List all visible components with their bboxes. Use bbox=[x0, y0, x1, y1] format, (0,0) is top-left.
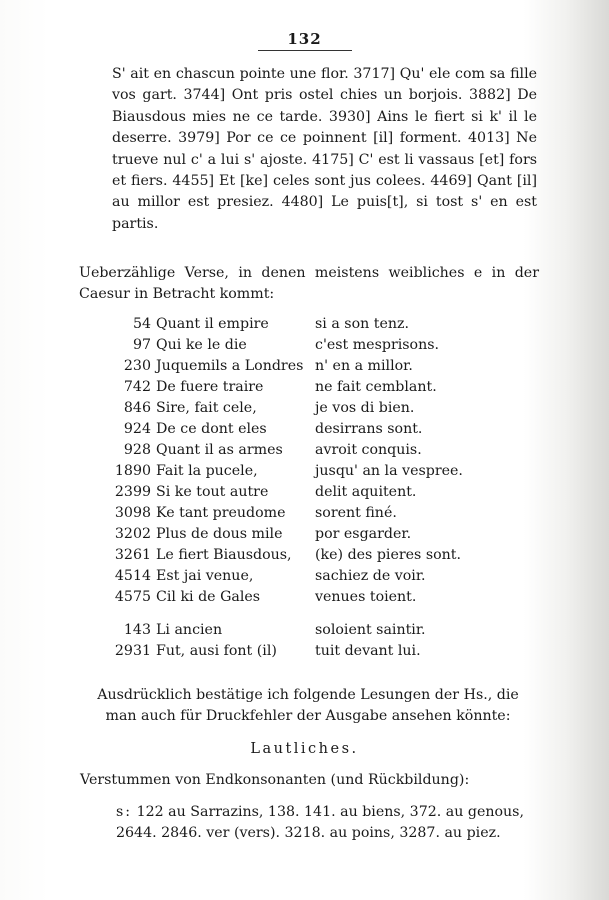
verse-row bbox=[80, 440, 500, 461]
verse-second-half: tuit devant lui. bbox=[315, 643, 421, 659]
verse-number: 4514 bbox=[114, 568, 151, 584]
entry-text: 122 au Sarrazins, 138. 141. au biens, 372. au genous, bbox=[136, 804, 524, 820]
verse-first-half: Li ancien bbox=[156, 622, 223, 638]
entry-line bbox=[116, 802, 524, 823]
entry-label: s: bbox=[116, 804, 133, 820]
verse-second-half: delit aquitent. bbox=[315, 484, 417, 500]
verse-first-half: Quant il empire bbox=[156, 316, 269, 332]
verse-number: 846 bbox=[123, 400, 151, 416]
text-line: presiez. 4480] Le puis[t], si tost s' en est partis. bbox=[112, 194, 537, 232]
verse-first-half: Plus de dous mile bbox=[156, 526, 283, 542]
verse-row bbox=[80, 503, 500, 524]
text-line: Ueberzählige Verse, in denen meistens weibliches e in der bbox=[79, 265, 539, 281]
verse-first-half: Si ke tout autre bbox=[156, 484, 269, 500]
verse-second-half: avroit conquis. bbox=[315, 442, 422, 458]
verse-row bbox=[80, 377, 500, 398]
verse-first-half: Cil ki de Gales bbox=[156, 589, 261, 605]
verse-row bbox=[80, 461, 500, 482]
surplus-verses-intro bbox=[79, 263, 539, 306]
verse-number: 97 bbox=[132, 337, 151, 353]
header-rule bbox=[258, 50, 352, 51]
verse-row bbox=[80, 335, 500, 356]
verse-first-half: De ce dont eles bbox=[156, 421, 267, 437]
verse-number: 143 bbox=[123, 622, 151, 638]
text-line: le fiert si k' il le deserre. 3979] Por ce ce poinnent bbox=[112, 108, 537, 147]
verse-row bbox=[80, 356, 500, 377]
verse-first-half: Qui ke le die bbox=[156, 337, 247, 353]
verse-number: 928 bbox=[123, 442, 151, 458]
text-line: Ausdrücklich bestätige ich folgende Lesungen der Hs., die bbox=[97, 687, 519, 703]
verse-first-half: Est jai venue, bbox=[156, 568, 254, 584]
verse-second-half: por esgarder. bbox=[315, 526, 412, 542]
verse-second-half: (ke) des pieres sont. bbox=[315, 547, 461, 563]
page-number: 132 bbox=[287, 30, 322, 48]
verse-row bbox=[80, 641, 500, 662]
verse-row bbox=[80, 587, 500, 608]
text-line: celes sont jus colees. 4469] Qant [il] au millor est bbox=[112, 173, 537, 211]
entry-line: 2644. 2846. ver (vers). 3218. au poins, 3287. au piez. bbox=[116, 825, 501, 841]
verse-row bbox=[80, 398, 500, 419]
verse-row bbox=[80, 566, 500, 587]
verse-row bbox=[80, 419, 500, 440]
verse-number: 924 bbox=[123, 421, 151, 437]
verse-second-half: n' en a millor. bbox=[315, 358, 413, 374]
verse-row bbox=[80, 314, 500, 335]
text-line: 4175] C' est li vassaus [et] fors et fiers. 4455] Et [ke] bbox=[112, 151, 538, 190]
subheading: Verstummen von Endkonsonanten (und Rückbildung): bbox=[80, 772, 470, 788]
verse-number: 3098 bbox=[114, 505, 151, 521]
verse-number: 3261 bbox=[114, 547, 151, 563]
verse-row bbox=[80, 482, 500, 503]
section-heading: Lautliches. bbox=[250, 741, 359, 757]
verse-second-half: jusqu' an la vespree. bbox=[315, 463, 463, 479]
verse-first-half: Ke tant preudome bbox=[156, 505, 286, 521]
text-line: [il] forment. 4013] Ne trueve nul c' a lui s' ajoste. bbox=[112, 130, 537, 168]
verse-number: 4575 bbox=[114, 589, 151, 605]
intro-paragraph bbox=[112, 64, 537, 235]
verse-row bbox=[80, 524, 500, 545]
verse-first-half: Fait la pucele, bbox=[156, 463, 258, 479]
verse-first-half: Juquemils a Londres bbox=[156, 358, 304, 374]
verse-number: 1890 bbox=[114, 463, 151, 479]
text-line: man auch für Druckfehler der Ausgabe ansehen könnte: bbox=[105, 708, 511, 725]
verse-number: 742 bbox=[123, 379, 151, 395]
verse-number: 230 bbox=[123, 358, 151, 374]
verse-second-half: sorent finé. bbox=[315, 505, 397, 521]
verse-row bbox=[80, 620, 500, 641]
verse-first-half: Quant il as armes bbox=[156, 442, 283, 458]
text-line: 3882] De Biausdous mies ne ce tarde. 3930] Ains bbox=[112, 87, 537, 125]
text-line: sa fille vos gart. 3744] Ont pris ostel chies un borjois. bbox=[112, 66, 537, 104]
verse-second-half: si a son tenz. bbox=[315, 316, 409, 332]
verse-second-half: desirrans sont. bbox=[315, 421, 423, 437]
text-line: Caesur in Betracht kommt: bbox=[79, 286, 275, 303]
verse-first-half: Fut, ausi font (il) bbox=[156, 643, 277, 659]
verse-number: 2931 bbox=[114, 643, 151, 659]
confirm-paragraph bbox=[70, 685, 546, 728]
verse-first-half: Sire, fait cele, bbox=[156, 400, 257, 416]
verse-second-half: venues toient. bbox=[315, 589, 417, 605]
verse-second-half: ne fait cemblant. bbox=[315, 379, 437, 395]
verse-second-half: sachiez de voir. bbox=[315, 568, 426, 584]
verse-second-half: je vos di bien. bbox=[315, 400, 415, 416]
verse-first-half: Le fiert Biausdous, bbox=[156, 547, 292, 563]
text-line: S' ait en chascun pointe une flor. 3717] Qu' ele com bbox=[112, 66, 485, 82]
verse-second-half: c'est mesprisons. bbox=[315, 337, 440, 353]
verse-second-half: soloient saintir. bbox=[315, 622, 426, 638]
verse-number: 54 bbox=[132, 316, 151, 332]
verse-number: 3202 bbox=[114, 526, 151, 542]
verse-row bbox=[80, 545, 500, 566]
verse-first-half: De fuere traire bbox=[156, 379, 264, 395]
verse-number: 2399 bbox=[114, 484, 151, 500]
